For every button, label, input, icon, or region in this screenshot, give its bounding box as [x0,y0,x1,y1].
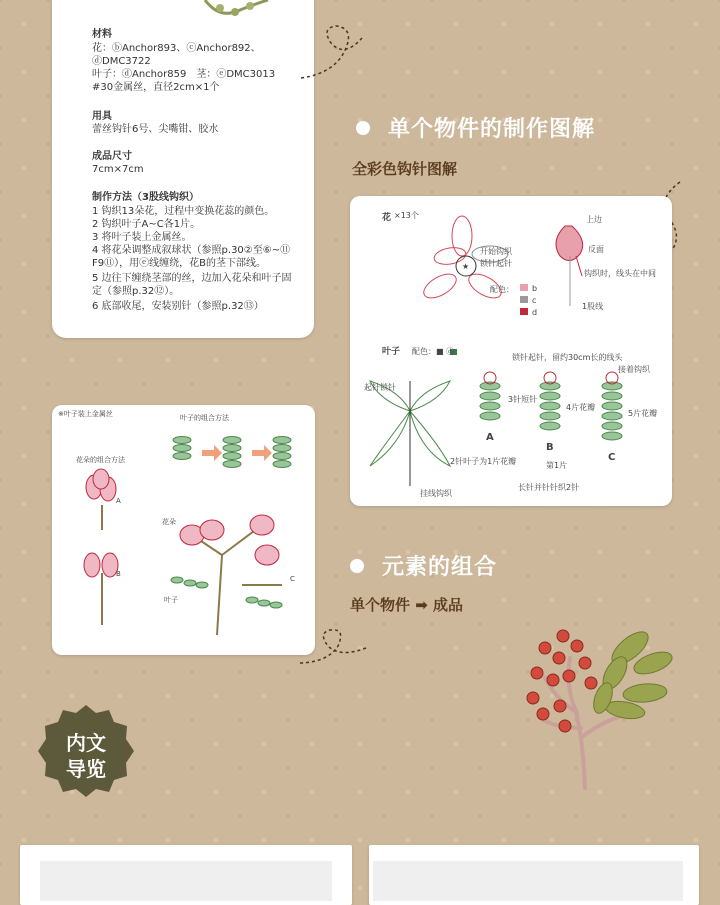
leaf-c-icon [602,372,622,440]
top-label: 上边 [586,215,602,224]
method-step: 5 边往下缠绕茎部的丝，边加入花朵和叶子固 [92,273,292,284]
flower-assembly-title: 花朵的组合方法 [76,456,125,464]
leaf-b-icon [540,372,560,430]
bullet-dot-icon [356,121,370,135]
preview-page-right [369,845,699,905]
section-subtitle: 单个物件 ➡ 成品 [350,596,464,614]
leaf-label: 叶子 [382,347,401,357]
tools-heading: 用具 [92,111,112,122]
color-swatch [520,284,528,291]
assembly-label: C [290,575,295,583]
leaf-end-note: 挂线钩织 [420,489,452,498]
flower-count: ×13个 [394,211,419,220]
material-heading: 材料 [92,29,112,40]
section-subtitle: 全彩色钩针图解 [352,160,458,178]
material-line-2: ⓓDMC3722 [92,56,151,67]
dashed-curl-icon [296,18,366,84]
size-heading: 成品尺寸 [92,151,132,162]
material-line-1: 花：ⓑAnchor893、ⓒAnchor892、 [92,43,261,54]
photo-leaf-icon [200,0,270,22]
assembly-diagram-card [52,405,315,655]
page-inner [40,861,332,901]
leaf-c-label: C [608,452,616,463]
wire-note: 锁针起针，留约30cm长的线头 [512,353,623,362]
ring-label: 锁针起针 [480,259,512,268]
center-mark: ★ [462,262,470,271]
material-line-3: 叶子：ⓓAnchor859 茎：ⓔDMC3013 [92,69,276,80]
bouquet-assembly-icon [171,515,282,635]
preview-page-left [20,845,352,905]
stitch-c-label: 5片花瓣 [628,409,658,418]
color-code: d [532,308,538,317]
assembly-diagram [52,405,315,655]
section-title: 元素的组合 [382,555,498,580]
color-swatch [520,296,528,303]
method-step: 4 将花朵调整成叙球状（参照p.30②至⑥~⑪ [92,245,291,256]
color-code: c [532,296,537,305]
badge-line-1: 内文 [66,731,106,755]
crochet-diagram-card [350,196,672,506]
preview-badge [38,703,134,799]
assembly-label: 叶子 [164,596,178,604]
flower-cluster-icon [84,469,118,625]
method-step: 1 钩织13朵花，过程中变换花蕊的颜色。 [92,206,275,217]
material-line-4: #30金属丝，直径2cm×1个 [92,82,220,93]
leaf-diagram [370,381,450,486]
bullet-dot-icon [350,559,364,573]
method-step: 定（参照p.32⑫）。 [92,286,180,297]
side-note: 接着钩织 [618,365,650,374]
stitch-a-label: 3针短针 [508,395,538,404]
size-text: 7cm×7cm [92,164,144,175]
round-note: 2针叶子为1片花瓣 [450,457,517,466]
assembly-label: 花朵 [162,518,176,526]
tools-text: 蕾丝钩针6号、尖嘴钳、胶水 [92,124,219,135]
page-inner [373,861,683,901]
badge-line-2: 导览 [66,757,106,781]
one-stitch-label: 1股线 [582,302,604,311]
leaf-steps-icon [173,437,291,468]
section-heading-single-item [356,112,595,143]
section-heading-combination [350,550,497,581]
start-label: 开始钩织 [480,247,512,256]
method-step: 3 将叶子装上金属丝。 [92,232,192,243]
bud-diagram [556,226,583,306]
color-code: b [532,284,538,293]
bottom-note: 长针并针针织2针 [518,483,580,492]
assembly-top-note: ※叶子装上金属丝 [58,410,113,418]
method-step: F9⑪），用ⓔ线缠绕，花B的茎下部线。 [92,258,266,269]
assembly-label: A [116,497,121,505]
section-title: 单个物件的制作图解 [388,117,596,142]
wire-label: 钩织时，线头在中间 [584,269,656,278]
flower-label: 花 [382,213,392,223]
finished-brooch-image [515,618,685,798]
method-step: 6 底部收尾，安装别针（参照p.32⑬） [92,301,264,312]
leaf-b-label: B [546,442,554,453]
color-label: 配色： [490,285,514,294]
stitch-b-label: 4片花瓣 [566,403,596,412]
fold-label: 反面 [588,245,604,254]
leaf-a-icon [480,372,500,420]
leaf-a-label: A [486,432,494,443]
method-step: 2 钩织叶子A~C各1片。 [92,219,201,230]
leaf-assembly-title: 叶子的组合方法 [180,414,229,422]
color-swatch [520,308,528,315]
foot-note: 第1片 [546,461,568,470]
method-heading: 制作方法（3股线钩织） [92,192,199,203]
chain-note: 起针锁针 [364,383,396,392]
assembly-label: B [116,570,121,578]
leaf-color: 配色：■ ⓓ [412,347,455,356]
